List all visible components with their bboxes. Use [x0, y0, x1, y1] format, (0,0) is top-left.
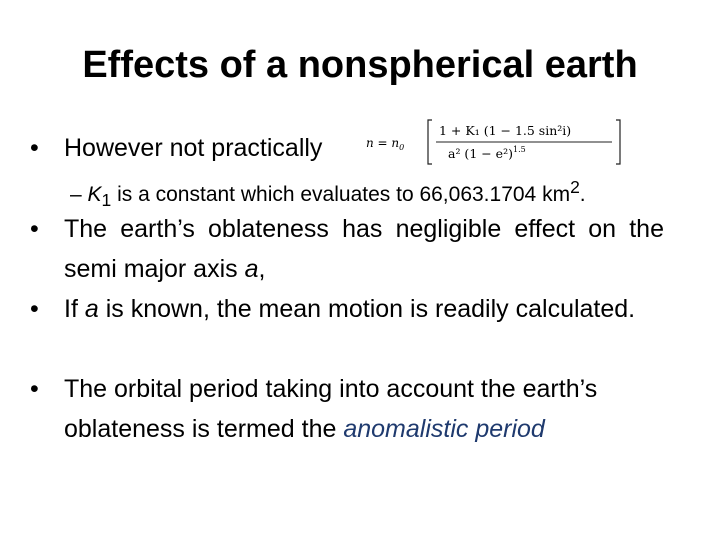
right-bracket [616, 120, 620, 164]
mean-motion-formula [366, 116, 628, 168]
k-subscript: 1 [101, 190, 112, 211]
anomalistic-period-term: anomalistic period [343, 415, 545, 443]
formula-lhs: $n = n_0$ [366, 136, 405, 152]
formula-numerator: 1 + K₁ (1 − 1.5 sin²i) [439, 123, 572, 138]
formula-svg [366, 116, 628, 168]
variable-a: a [84, 295, 99, 323]
bullet-however [30, 128, 360, 168]
bullet-text: If a is known, the mean motion is readily calculated. [64, 295, 636, 323]
bullet-marker: • [30, 295, 39, 323]
bullet-marker: • [30, 134, 39, 162]
left-bracket [428, 120, 432, 164]
variable-a: a [244, 255, 259, 283]
bullet-orbital-period [30, 369, 664, 449]
formula-denominator: a² $(1 - e^2)^{1.5}$ [448, 145, 526, 161]
bullet-text: However not practically [64, 134, 323, 162]
bullet-mean-motion [30, 289, 664, 369]
bullet-text-main: The orbital period taking into account the earth’s oblateness is termed the [64, 375, 598, 443]
bullet-marker: • [30, 215, 39, 243]
sub-bullet-period: . [579, 183, 586, 206]
bullet-oblateness [30, 209, 664, 289]
k-symbol: K [87, 183, 102, 206]
bullet-marker: • [30, 375, 39, 403]
bullet-text [64, 369, 664, 449]
sub-bullet-text: is a constant which evaluates to 66,063.1704 km [111, 183, 571, 206]
sub-bullet-marker: – [70, 183, 82, 206]
km-exponent: 2 [570, 177, 580, 197]
page-title: Effects of a nonspherical earth [82, 44, 638, 86]
bullet-text: The earth’s oblateness has negligible effect on the semi major axis a, [64, 215, 664, 283]
